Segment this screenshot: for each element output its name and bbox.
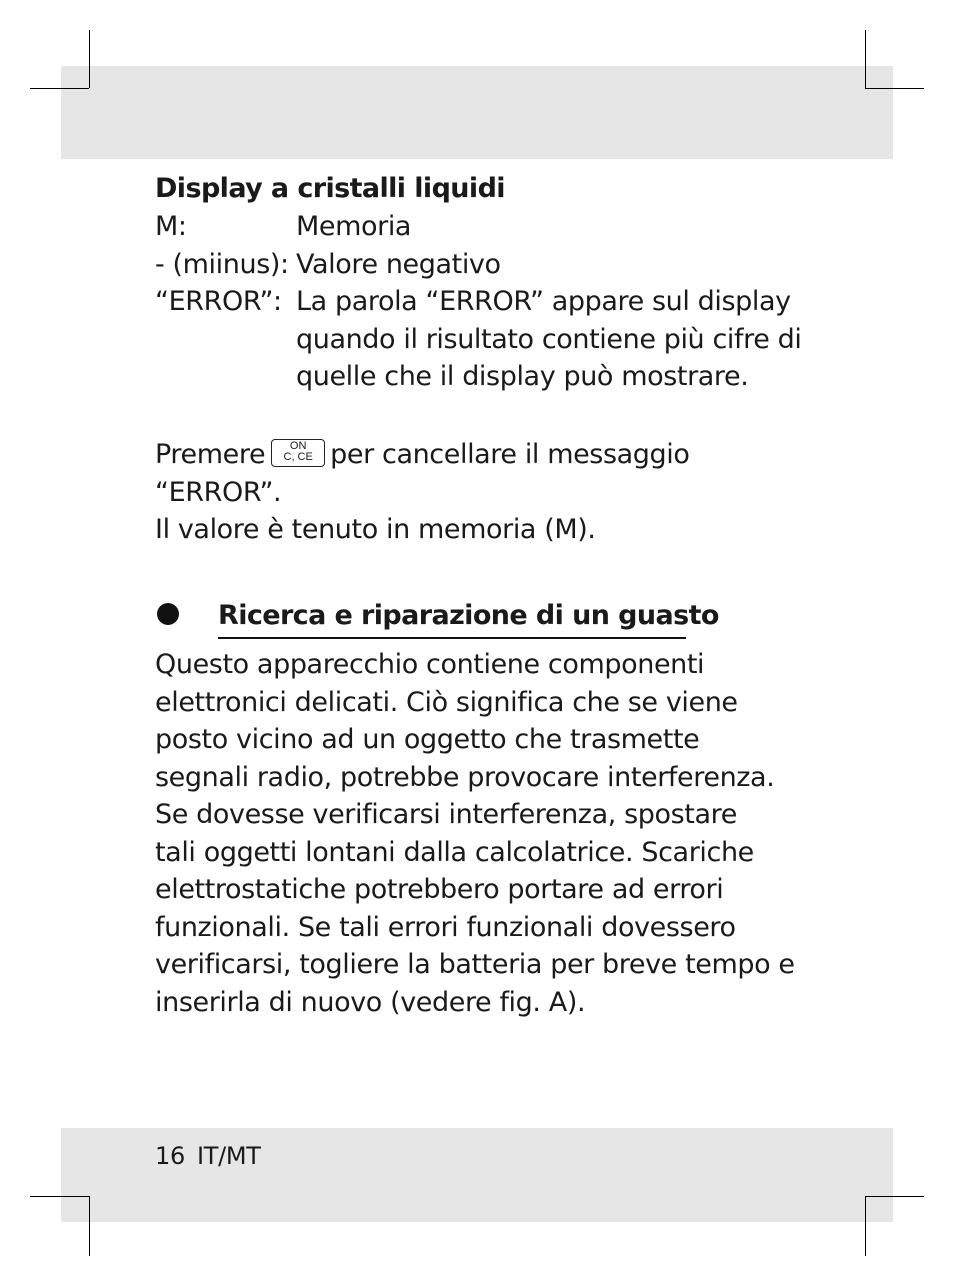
crop-mark bbox=[89, 30, 90, 88]
troubleshooting-paragraph bbox=[155, 646, 795, 1021]
error-note-suffix: per cancellare il messaggio bbox=[330, 439, 690, 470]
section-title: Ricerca e riparazione di un guasto bbox=[218, 600, 719, 631]
definition-term: - (miinus): bbox=[155, 248, 289, 280]
error-note-line: Il valore è tenuto in memoria (M). bbox=[155, 514, 596, 545]
page-number: 16 bbox=[155, 1142, 185, 1170]
header-band bbox=[61, 66, 893, 159]
crop-mark bbox=[865, 88, 924, 89]
error-note-prefix: Premere bbox=[155, 439, 266, 470]
crop-mark bbox=[865, 1196, 924, 1197]
paragraph-line: Se dovesse verificarsi interferenza, spostare bbox=[155, 799, 737, 830]
crop-mark bbox=[865, 30, 866, 88]
definition-line: quando il risultato contiene più cifre di bbox=[296, 323, 802, 355]
definition-line: Memoria bbox=[296, 211, 412, 242]
paragraph-line: inserirla di nuovo (vedere fig. A). bbox=[155, 986, 586, 1018]
paragraph-line: posto vicino ad un oggetto che trasmette bbox=[155, 724, 700, 755]
error-note-line bbox=[155, 436, 690, 474]
key-label-bottom: C, CE bbox=[283, 450, 313, 463]
paragraph-line: Questo apparecchio contiene componenti bbox=[155, 649, 705, 680]
language-code: IT/MT bbox=[196, 1142, 261, 1170]
definition-term: M: bbox=[155, 211, 187, 242]
error-note bbox=[155, 436, 690, 549]
paragraph-line: elettronici delicati. Ciò significa che se viene bbox=[155, 686, 738, 718]
crop-mark bbox=[89, 1196, 90, 1256]
definition-line: Valore negativo bbox=[296, 248, 501, 280]
section-title-underline bbox=[218, 637, 686, 639]
definition-description bbox=[296, 283, 801, 396]
paragraph-line: segnali radio, potrebbe provocare interferenza. bbox=[155, 761, 775, 793]
crop-mark bbox=[865, 1196, 866, 1256]
definition-description bbox=[296, 208, 411, 246]
bullet-icon bbox=[157, 603, 179, 625]
paragraph-line: elettrostatiche potrebbero portare ad errori bbox=[155, 874, 724, 905]
on-clear-key-icon bbox=[271, 439, 325, 467]
definition-term: “ERROR”: bbox=[155, 286, 282, 317]
paragraph-line: funzionali. Se tali errori funzionali dovessero bbox=[155, 911, 736, 943]
page-footer bbox=[155, 1141, 261, 1171]
lcd-heading: Display a cristalli liquidi bbox=[155, 173, 505, 204]
crop-mark bbox=[30, 88, 89, 89]
crop-mark bbox=[30, 1196, 89, 1197]
definition-description bbox=[296, 246, 501, 284]
definition-line: La parola “ERROR” appare sul display bbox=[296, 286, 791, 317]
definition-line: quelle che il display può mostrare. bbox=[296, 361, 749, 392]
error-note-line: “ERROR”. bbox=[155, 476, 282, 508]
paragraph-line: tali oggetti lontani dalla calcolatrice. Scariche bbox=[155, 836, 754, 868]
key-label-top: ON bbox=[289, 439, 307, 452]
paragraph-line: verificarsi, togliere la batteria per breve tempo e bbox=[155, 949, 795, 980]
